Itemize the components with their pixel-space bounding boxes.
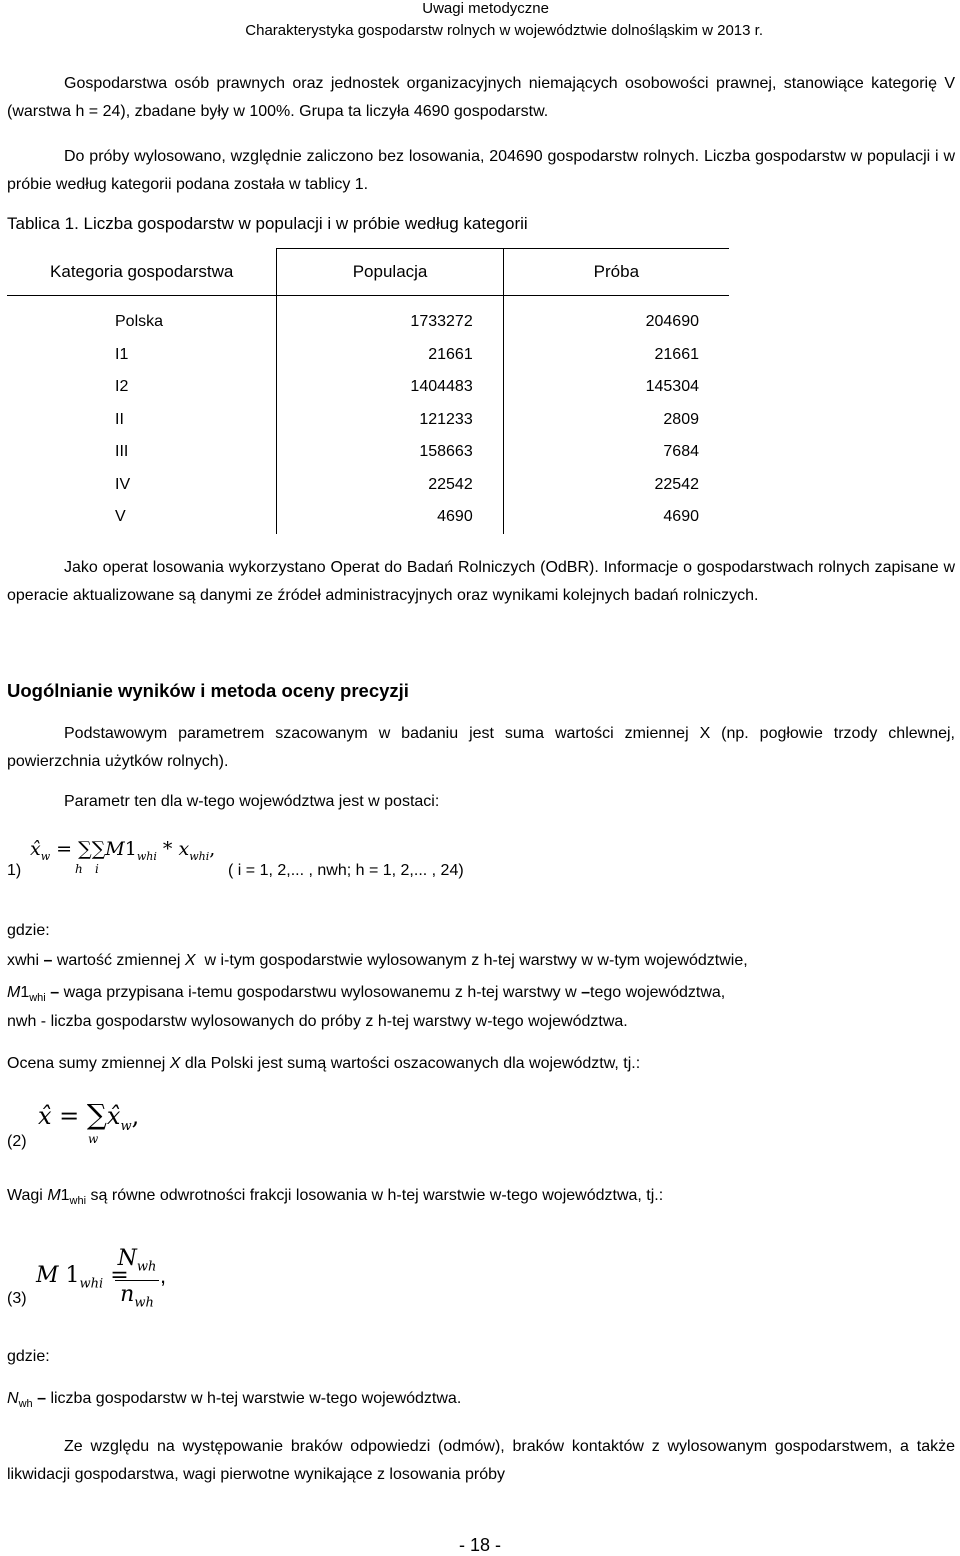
row-category: II [115, 410, 124, 428]
formula-2-index-w: w [88, 1132, 99, 1146]
row-population: 4690 [277, 501, 503, 534]
formula-3-number: (3) [7, 1290, 27, 1307]
page-number: - 18 - [458, 1535, 501, 1555]
formula-1-number: 1) [7, 862, 22, 879]
where-label-2: gdzie: [7, 1348, 50, 1365]
row-sample: 4690 [503, 501, 729, 534]
row-population: 121233 [277, 404, 503, 437]
row-population: 22542 [277, 469, 503, 502]
row-category: IV [115, 475, 131, 493]
intro-paragraph-2: Do próby wylosowano, względnie zaliczono bez losowania, 204690 gospodarstw rolnych. Liczba gospodarstw w populacji i w próbie według kategorii podana została w tablicy 1. [7, 148, 955, 193]
operat-paragraph: Jako operat losowania wykorzystano Operat do Badań Rolniczych (OdBR). Informacje o gospodarstwach rolnych zapisane w operacie aktualizowane są danymi ze źródeł administracyjnych oraz wynikami kolejnych badań rolniczych. [7, 559, 955, 604]
row-sample: 22542 [503, 469, 729, 502]
formula-2: x̂ = $\sum x̂_w$, [38, 1098, 140, 1134]
row-sample: 21661 [503, 339, 729, 372]
row-population: 21661 [277, 339, 503, 372]
row-sample: 204690 [503, 296, 729, 339]
section-heading: Uogólnianie wyników i metoda oceny precyzji [7, 680, 409, 701]
estimation-sentence: Ocena sumy zmiennej X dla Polski jest sumą wartości oszacowanych dla województw, tj.: [7, 1055, 641, 1072]
table-row [7, 501, 729, 534]
formula-1: $x̂_w = \sum\sum M1_{whi} * x_{whi}$, [30, 838, 216, 863]
table-caption: Tablica 1. Liczba gospodarstw w populacji i w próbie według kategorii [7, 214, 528, 233]
formula-3-lhs: M $1_{whi}$ = [36, 1263, 129, 1292]
formula-3-fraction: $N_{wh}$ $n_{wh}$ [115, 1246, 159, 1318]
row-sample: 7684 [503, 436, 729, 469]
section-paragraph-1: Podstawowym parametrem szacowanym w badaniu jest suma wartości zmiennej X (np. pogłowie trzody chlewnej, powierzchnia użytków rolnych). [7, 725, 955, 770]
table-row [7, 339, 729, 372]
column-header-category: Kategoria gospodarstwa [7, 249, 277, 296]
formula-3-comma: , [160, 1263, 167, 1288]
final-paragraph: Ze względu na występowanie braków odpowiedzi (odmów), braków kontaktów z wylosowanym gospodarstwem, a także likwidacji gospodarstwa, wagi pierwotne wynikające z losowania próby [7, 1438, 955, 1483]
where-label-1: gdzie: [7, 922, 50, 939]
running-header-title: Uwagi metodyczne [422, 0, 549, 17]
table-header-row [7, 249, 729, 296]
row-population: 158663 [277, 436, 503, 469]
table-row [7, 469, 729, 502]
formula-2-number: (2) [7, 1133, 27, 1150]
definition-xwhi: xwhi – wartość zmiennej X w i-tym gospodarstwie wylosowanym z h-tej warstwy w w-tym województwie, [7, 952, 748, 969]
running-header-subtitle: Charakterystyka gospodarstw rolnych w województwie dolnośląskim w 2013 r. [245, 22, 763, 39]
table-row [7, 404, 729, 437]
table-row [7, 296, 729, 339]
table-row [7, 371, 729, 404]
definition-nwh: nwh - liczba gospodarstw wylosowanych do próby z h-tej warstwy w-tego województwa. [7, 1013, 628, 1030]
definition-Nwh: $N_{wh}$ – liczba gospodarstw w h-tej warstwie w-tego województwa. [7, 1390, 462, 1411]
row-sample: 145304 [503, 371, 729, 404]
intro-paragraph-1: Gospodarstwa osób prawnych oraz jednostek organizacyjnych niemających osobowości prawnej, stanowiące kategorię V (warstwa h = 24), zbadane były w 100%. Grupa ta liczyła 4690 gospodarstw. [7, 75, 955, 120]
row-population: 1733272 [277, 296, 503, 339]
weights-sentence: Wagi $M1_{whi}$ są równe odwrotności frakcji losowania w h-tej warstwie w-tego województwa, tj.: [7, 1187, 664, 1208]
formula-1-index-h: h [75, 862, 83, 876]
row-category: V [115, 508, 126, 526]
row-category: I2 [115, 378, 129, 396]
formula-1-index-i: i [95, 862, 99, 876]
category-table [7, 248, 729, 534]
row-sample: 2809 [503, 404, 729, 437]
section-paragraph-2: Parametr ten dla w-tego województwa jest w postaci: [64, 793, 440, 810]
row-category: I1 [115, 345, 129, 363]
definition-m1whi: $M1_{whi}$ – waga przypisana i-temu gospodarstwu wylosowanemu z h-tej warstwy w –tego województwa, [7, 984, 726, 1005]
column-header-sample: Próba [503, 249, 729, 296]
row-population: 1404483 [277, 371, 503, 404]
table-row [7, 436, 729, 469]
column-header-population: Populacja [277, 249, 503, 296]
formula-1-condition: ( i = 1, 2,... , nwh; h = 1, 2,... , 24) [228, 862, 464, 879]
row-category: III [115, 443, 129, 461]
row-category: Polska [115, 313, 164, 331]
